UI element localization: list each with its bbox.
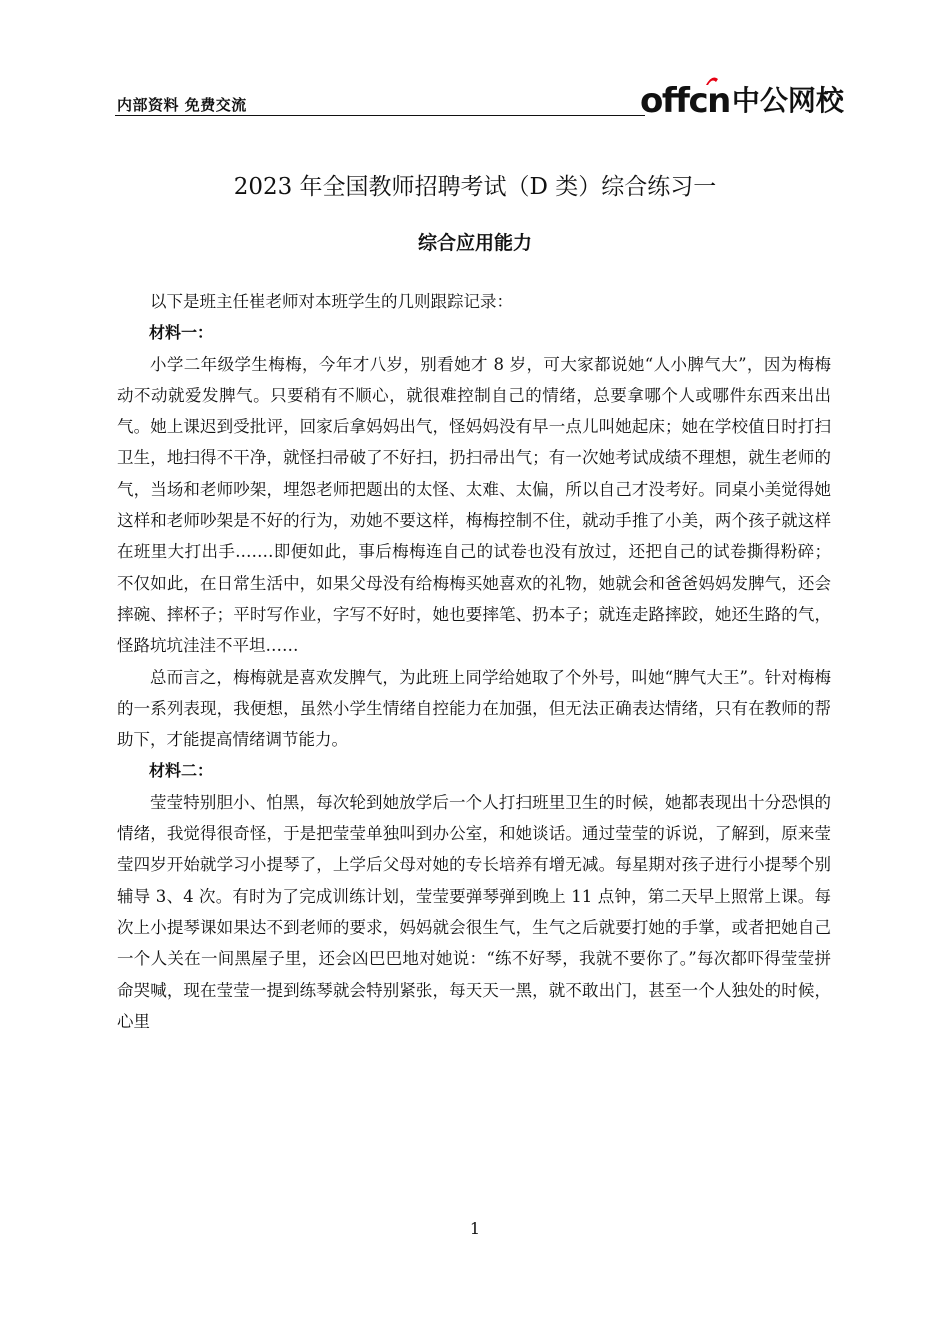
material-heading: 材料一： [149, 323, 214, 343]
logo-accent-icon [705, 76, 719, 86]
header-divider [115, 115, 645, 116]
page-number: 1 [469, 1219, 481, 1238]
document-body [117, 286, 831, 1037]
section-title: 综合应用能力 [417, 232, 532, 254]
body-paragraph: 以下是班主任崔老师对本班学生的几则跟踪记录： [150, 292, 513, 311]
logo-latin-text: offcn [640, 81, 730, 121]
document-title: 2023 年全国教师招聘考试（D 类）综合练习一 [233, 174, 717, 200]
body-paragraph: 小学二年级学生梅梅，今年才八岁，别看她才 8 岁，可大家都说她“人小脾气大”，因为梅梅动不动就爱发脾气。只要稍有不顺心，就很难控制自己的情绪，总要拿哪个人或哪件东西来出出气。她上课迟到受批评，回家后拿妈妈出气，怪妈妈没有早一点儿叫她起床；她在学校值日时打扫卫生，地扫得不干净，就怪扫帚破了不好扫，扔扫帚出气；有一次她考试成绩不理想，就生老师的气，当场和老师吵架，埋怨老师把题出的太怪、太难、太偏，所以自己才没考好。同桌小美觉得她这样和老师吵架是不好的行为，劝她不要这样，梅梅控制不住，就动手推了小美，两个孩子就这样在班里大打出手.……即便如此，事后梅梅连自己的试卷也没有放过，还把自己的试卷撕得粉碎；不仅如此，在日常生活中，如果父母没有给梅梅买她喜欢的礼物，她就会和爸爸妈妈发脾气，还会摔碗、摔杯子；平时写作业，字写不好时，她也要摔笔、扔本子；就连走路摔跤，她还生路的气，怪路坑坑洼洼不平坦…… [117, 354, 831, 656]
brand-logo [640, 76, 844, 121]
body-paragraph: 莹莹特别胆小、怕黑，每次轮到她放学后一个人打扫班里卫生的时候，她都表现出十分恐惧的情绪，我觉得很奇怪，于是把莹莹单独叫到办公室，和她谈话。通过莹莹的诉说，了解到，原来莹莹四岁开始就学习小提琴了，上学后父母对她的专长培养有增无减。每星期对孩子进行小提琴个别辅导 3、4 次。有时为了完成训练计划，莹莹要弹琴弹到晚上 11 点钟，第二天早上照常上课。每次上小提琴课如果达不到老师的要求，妈妈就会很生气，生气之后就要打她的手掌，或者把她自己一个人关在一间黑屋子里，还会凶巴巴地对她说：“练不好琴，我就不要你了。”每次都吓得莹莹拼命哭喊，现在莹莹一提到练琴就会特别紧张，每天天一黑，就不敢出门，甚至一个人独处的时候，心里 [117, 792, 831, 1031]
body-paragraph: 总而言之，梅梅就是喜欢发脾气，为此班上同学给她取了个外号，叫她“脾气大王”。针对梅梅的一系列表现，我便想，虽然小学生情绪自控能力在加强，但无法正确表达情绪，只有在教师的帮助下，才能提高情绪调节能力。 [117, 667, 831, 750]
material-heading: 材料二： [149, 761, 214, 781]
header-left-text: 内部资料 免费交流 [117, 96, 247, 114]
logo-cjk-text: 中公网校 [731, 84, 844, 117]
